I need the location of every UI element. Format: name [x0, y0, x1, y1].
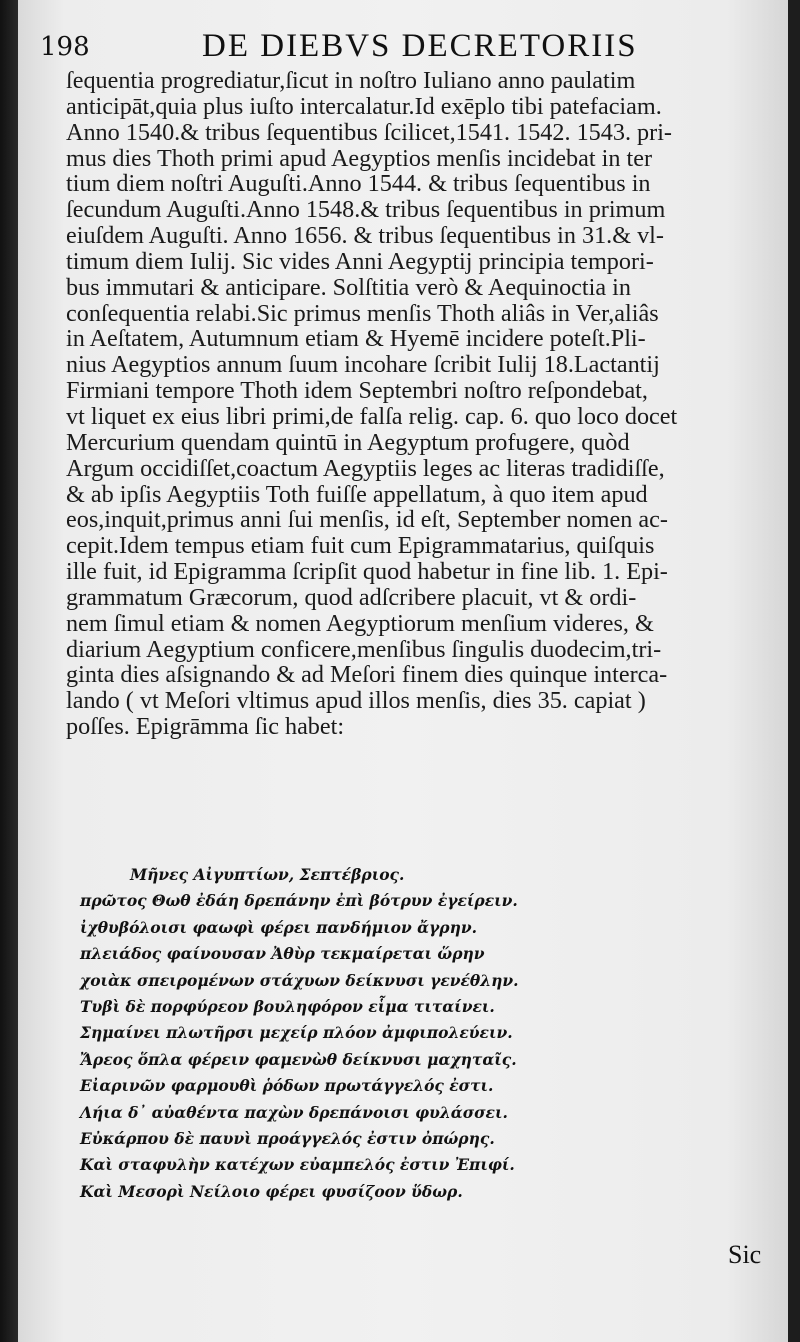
epigram-line: χοιὰκ σπειρομένων στάχυων δείκνυσι γενέθλην.	[80, 970, 519, 990]
epigram-line: Ἄρεος ὅπλα φέρειν φαμενὼθ δείκνυσι μαχηταῖς.	[80, 1049, 517, 1069]
body-line: nius Aegyptios annum ſuum incohare ſcribit Iulij 18.Lactantij	[66, 351, 660, 379]
body-line: grammatum Græcorum, quod adſcribere placuit, vt & ordi-	[66, 583, 637, 611]
book-page	[18, 0, 788, 1342]
body-line: Firmiani tempore Thoth idem Septembri noſtro reſpondebat,	[66, 377, 648, 405]
page-number: 198	[40, 32, 90, 62]
body-line: in Aeſtatem, Autumnum etiam & Hyemē incidere poteſt.Pli-	[66, 325, 646, 353]
body-line: cepit.Idem tempus etiam fuit cum Epigrammatarius, quiſquis	[66, 532, 655, 560]
body-line: ginta dies aſsignando & ad Meſori finem dies quinque interca-	[66, 661, 668, 689]
epigram-line: πλειάδος φαίνουσαν Ἀθὺρ τεκμαίρεται ὥρην	[80, 944, 485, 964]
body-line: nem ſimul etiam & nomen Aegyptiorum menſium videres, &	[66, 609, 654, 637]
latin-body-text	[66, 68, 786, 740]
body-line: eos,inquit,primus anni ſui menſis, id eſt, September nomen ac-	[66, 506, 668, 534]
body-line: vt liquet ex eius libri primi,de falſa relig. cap. 6. quo loco docet	[66, 402, 678, 430]
body-line: mus dies Thoth primi apud Aegyptios menſis incidebat in ter	[66, 144, 653, 172]
greek-epigram	[80, 862, 770, 1205]
epigram-line: Λήια δ᾿ αὐαθέντα παχὼν δρεπάνοισι φυλάσσει.	[80, 1102, 508, 1122]
body-line: ille fuit, id Epigramma ſcripſit quod habetur in fine lib. 1. Epi-	[66, 558, 668, 586]
running-header	[40, 22, 780, 72]
body-line: & ab ipſis Aegyptiis Toth fuiſſe appellatum, à quo item apud	[66, 480, 648, 508]
body-line: lando ( vt Meſori vltimus apud illos menſis, dies 35. capiat )	[66, 687, 646, 715]
body-line: Anno 1540.& tribus ſequentibus ſcilicet,1541. 1542. 1543. pri-	[66, 118, 672, 146]
body-line: conſequentia relabi.Sic primus menſis Thoth aliâs in Ver,aliâs	[66, 299, 659, 327]
body-line: diarium Aegyptium conficere,menſibus ſingulis duodecim,tri-	[66, 635, 662, 663]
body-line: bus immutari & anticipare. Solſtitia verò & Aequinoctia in	[66, 273, 631, 301]
page-gutter-shadow	[0, 0, 18, 1342]
body-line: Mercurium quendam quintū in Aegyptum profugere, quòd	[66, 428, 630, 456]
body-line: tium diem noſtri Auguſti.Anno 1544. & tribus ſequentibus in	[66, 170, 651, 198]
epigram-line: πρῶτος Θωθ ἐδάη δρεπάνην ἐπὶ βότρυν ἐγείρειν.	[80, 891, 518, 911]
body-line: Argum occidiſſet,coactum Aegyptiis leges ac literas tradidiſſe,	[66, 454, 665, 482]
running-title: DE DIEBVS DECRETORIIS	[202, 28, 638, 64]
catchword: Sic	[728, 1240, 762, 1269]
epigram-line: ἰχθυβόλοισι φαωφὶ φέρει πανδήμιον ἄγρην.	[80, 917, 478, 937]
epigram-line: Καὶ Μεσορὶ Νείλοιο φέρει φυσίζοον ὕδωρ.	[80, 1181, 463, 1201]
epigram-line: Εἰαρινῶν φαρμουθὶ ῥόδων πρωτάγγελός ἐστι.	[80, 1076, 494, 1096]
body-line: eiuſdem Auguſti. Anno 1656. & tribus ſequentibus in 31.& vl-	[66, 222, 664, 250]
body-line: anticipāt,quia plus iuſto intercalatur.Id exēplo tibi patefaciam.	[66, 92, 662, 120]
epigram-line: Σημαίνει πλωτῆρσι μεχείρ πλόον ἀμφιπολεύειν.	[80, 1023, 513, 1043]
epigram-line: Καὶ σταφυλὴν κατέχων εὐαμπελός ἐστιν Ἐπιφί.	[80, 1155, 515, 1175]
epigram-line: Εὐκάρπου δὲ παυνὶ προάγγελός ἐστιν ὀπώρης.	[80, 1129, 495, 1149]
epigram-line: Τυβὶ δὲ πορφύρεον βουληφόρον εἷμα τιταίνει.	[80, 997, 495, 1017]
body-line: ſecundum Auguſti.Anno 1548.& tribus ſequentibus in primum	[66, 196, 666, 224]
body-line: timum diem Iulij. Sic vides Anni Aegyptij principia tempori-	[66, 247, 654, 275]
body-line: ſequentia progrediatur,ſicut in noſtro Iuliano anno paulatim	[66, 67, 636, 94]
body-line: poſſes. Epigrāmma ſic habet:	[66, 713, 345, 741]
epigram-title: Μῆνες Αἰγυπτίων, Σεπτέβριος.	[130, 865, 405, 884]
